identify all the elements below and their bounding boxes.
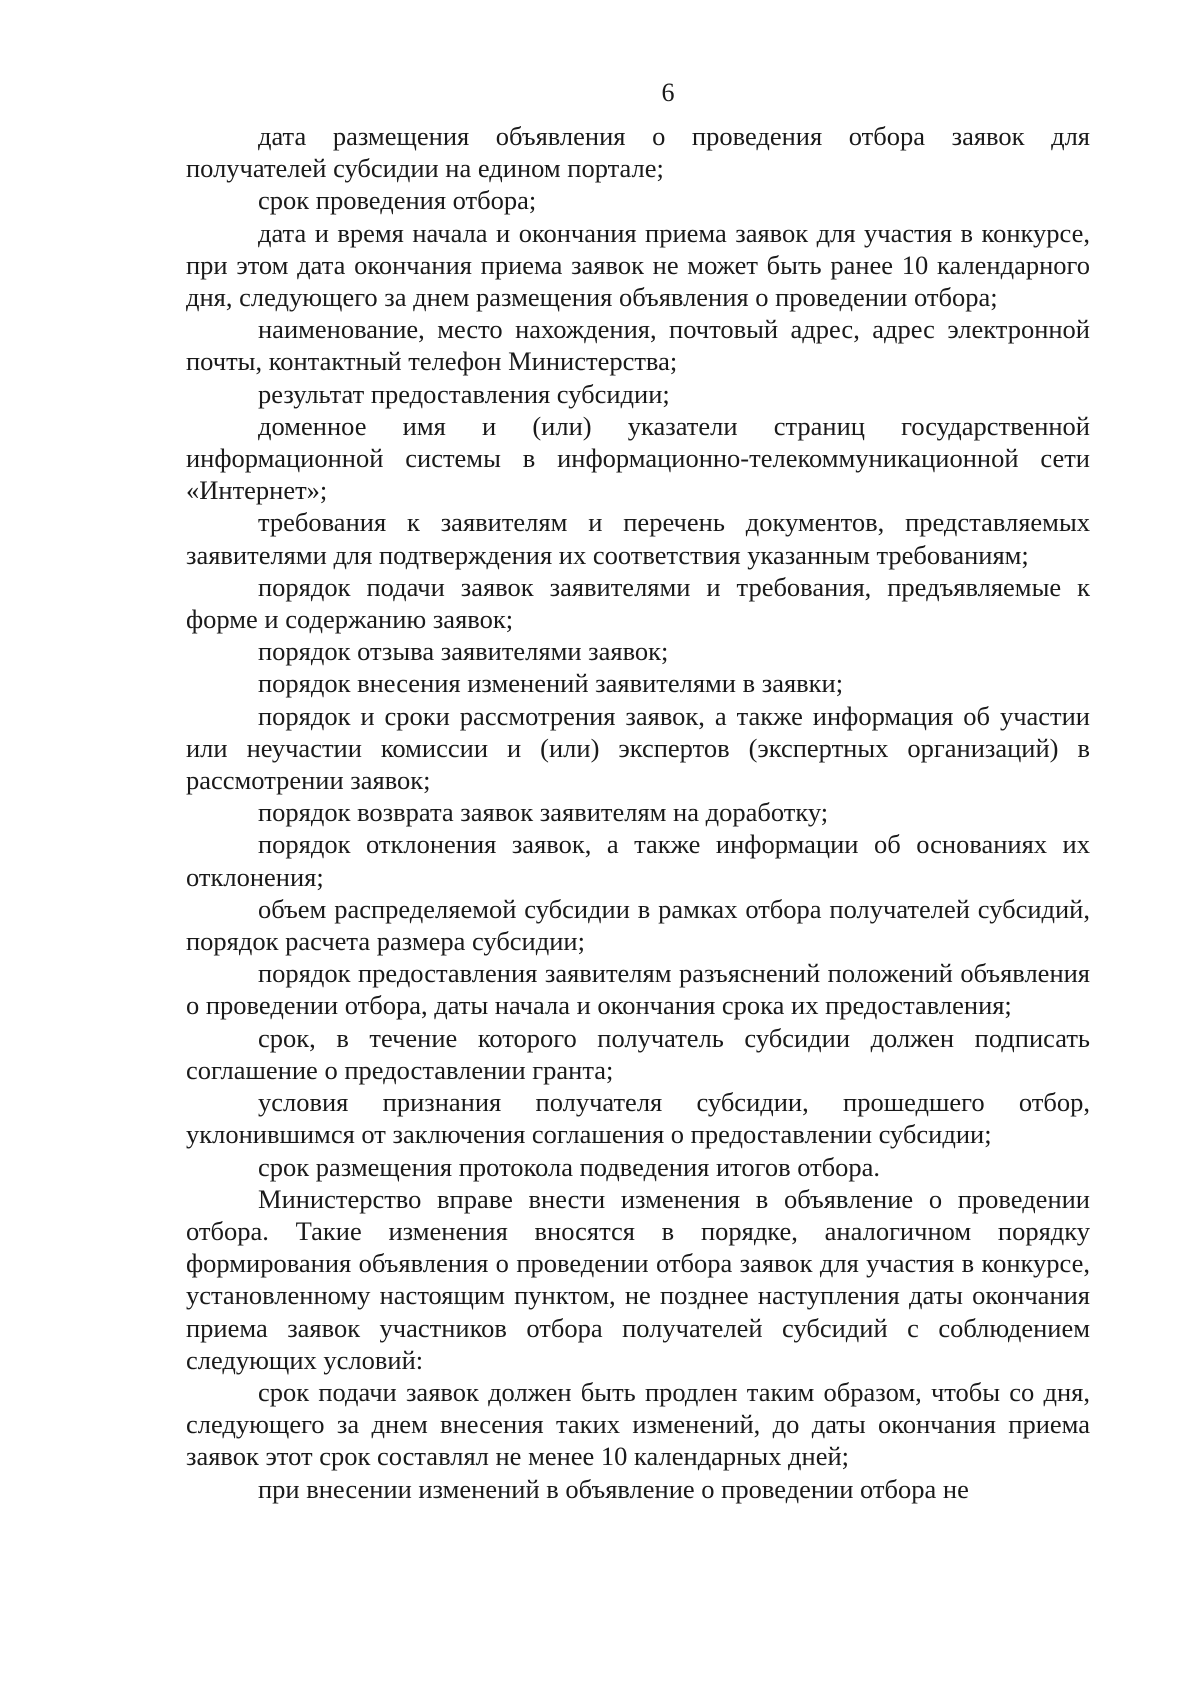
paragraph: наименование, место нахождения, почтовый адрес, адрес электронной почты, контактный телефон Министерства; <box>186 314 1090 377</box>
paragraph: при внесении изменений в объявление о проведении отбора не <box>258 1473 969 1504</box>
paragraph: порядок предоставления заявителям разъяснений положений объявления о проведении отбора, даты начала и окончания срока их предоставления; <box>186 958 1090 1021</box>
paragraph: порядок внесения изменений заявителями в заявки; <box>258 668 844 699</box>
paragraph: доменное имя и (или) указатели страниц государственной информационной системы в информационно-телекоммуникационной сети «Интернет»; <box>186 410 1090 506</box>
paragraph: дата и время начала и окончания приема заявок для участия в конкурсе, при этом дата окончания приема заявок не может быть ранее 10 календарного дня, следующего за днем размещения объявления о проведении отбора; <box>186 217 1090 313</box>
document-body <box>186 120 1090 1505</box>
paragraph: срок размещения протокола подведения итогов отбора. <box>258 1151 881 1182</box>
paragraph: порядок отклонения заявок, а также информации об основаниях их отклонения; <box>186 829 1090 892</box>
paragraph: срок подачи заявок должен быть продлен таким образом, чтобы со дня, следующего за днем внесения таких изменений, до даты окончания приема заявок этот срок составлял не менее 10 календарных дней; <box>186 1376 1090 1472</box>
paragraph: результат предоставления субсидии; <box>258 378 670 409</box>
paragraph: требования к заявителям и перечень документов, представляемых заявителями для подтверждения их соответствия указанным требованиям; <box>186 507 1090 570</box>
paragraph: объем распределяемой субсидии в рамках отбора получателей субсидий, порядок расчета размера субсидии; <box>186 893 1090 957</box>
paragraph: порядок отзыва заявителями заявок; <box>258 636 669 667</box>
page-number: 6 <box>661 78 675 107</box>
paragraph: порядок подачи заявок заявителями и требования, предъявляемые к форме и содержанию заявок; <box>186 571 1090 635</box>
paragraph: срок проведения отбора; <box>258 185 537 216</box>
paragraph: условия признания получателя субсидии, прошедшего отбор, уклонившимся от заключения соглашения о предоставлении субсидии; <box>186 1087 1090 1150</box>
paragraph: дата размещения объявления о проведения отбора заявок для получателей субсидии на едином портале; <box>186 121 1090 184</box>
paragraph: срок, в течение которого получатель субсидии должен подписать соглашение о предоставлении гранта; <box>186 1022 1090 1085</box>
paragraph: порядок и сроки рассмотрения заявок, а также информация об участии или неучастии комиссии и (или) экспертов (экспертных организаций) в рассмотрении заявок; <box>186 700 1090 796</box>
paragraph: порядок возврата заявок заявителям на доработку; <box>258 797 829 828</box>
paragraph: Министерство вправе внести изменения в объявление о проведении отбора. Такие изменения вносятся в порядке, аналогичном порядку формирования объявления о проведении отбора заявок для участия в конкурсе, установленному настоящим пунктом, не позднее наступления даты окончания приема заявок участников отбора получателей субсидий с соблюдением следующих условий: <box>186 1183 1090 1375</box>
